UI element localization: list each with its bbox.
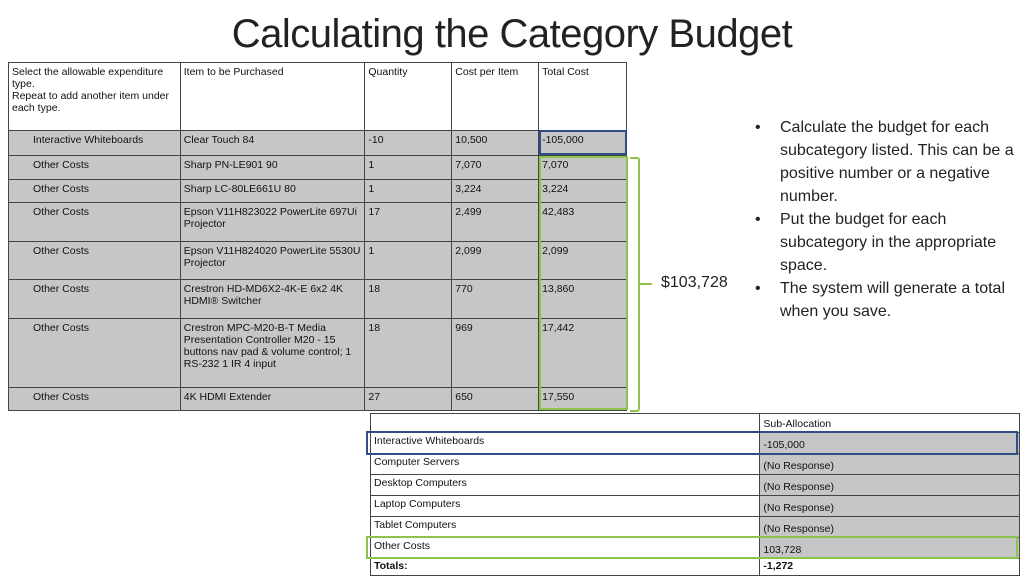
table-cell: Epson V11H823022 PowerLite 697Ui Projector (180, 203, 365, 242)
table-cell: 17,550 (539, 388, 627, 411)
table-cell: Other Costs (9, 319, 181, 388)
table-cell: Other Costs (9, 180, 181, 203)
table-row (371, 517, 1020, 538)
totals-label: Totals: (371, 559, 760, 576)
category-label: Desktop Computers (371, 475, 760, 496)
column-header: Cost per Item (452, 63, 539, 131)
table-cell: 18 (365, 280, 452, 319)
category-label: Laptop Computers (371, 496, 760, 517)
table-cell: 13,860 (539, 280, 627, 319)
totals-row (371, 559, 1020, 576)
table-row (9, 280, 627, 319)
category-label: Computer Servers (371, 454, 760, 475)
table-row (371, 454, 1020, 475)
bullet-item: • Put the budget for each subcategory in the appropriate space. (755, 208, 1015, 277)
table-cell: Clear Touch 84 (180, 131, 365, 156)
category-label: Other Costs (371, 538, 760, 559)
table-cell: -105,000 (539, 131, 627, 156)
table-cell: 7,070 (452, 156, 539, 180)
bullet-item: • Calculate the budget for each subcategory listed. This can be a positive number or a negative number. (755, 116, 1015, 208)
table-cell: 770 (452, 280, 539, 319)
table-row (9, 388, 627, 411)
sub-allocation-value: (No Response) (760, 475, 1020, 496)
table-cell: Crestron MPC-M20-B-T Media Presentation Controller M20 - 15 buttons nav pad & volume control; 1 RS-232 1 IR 4 input (180, 319, 365, 388)
table-cell: Other Costs (9, 388, 181, 411)
table-cell: Other Costs (9, 242, 181, 280)
table-cell: 3,224 (452, 180, 539, 203)
sub-allocation-value: -105,000 (760, 433, 1020, 454)
table-cell: 17,442 (539, 319, 627, 388)
table-cell: Sharp LC-80LE661U 80 (180, 180, 365, 203)
table-row (9, 242, 627, 280)
totals-value: -1,272 (760, 559, 1020, 576)
column-header: Quantity (365, 63, 452, 131)
table-header-row (371, 414, 1020, 433)
bracket (626, 150, 656, 420)
table-row (9, 203, 627, 242)
table-cell: Interactive Whiteboards (9, 131, 181, 156)
table-cell: 18 (365, 319, 452, 388)
table-cell: 1 (365, 156, 452, 180)
table-row (9, 131, 627, 156)
column-header: Total Cost (539, 63, 627, 131)
sub-allocation-value: (No Response) (760, 496, 1020, 517)
slide-title: Calculating the Category Budget (231, 12, 793, 56)
table-row (9, 156, 627, 180)
sub-allocation-value: (No Response) (760, 454, 1020, 475)
table-header-row (9, 63, 627, 131)
bullet-item: • The system will generate a total when you save. (755, 277, 1015, 323)
sub-allocation-value: 103,728 (760, 538, 1020, 559)
table-cell: 2,099 (539, 242, 627, 280)
table-cell: 27 (365, 388, 452, 411)
table-row (371, 475, 1020, 496)
table-cell: 3,224 (539, 180, 627, 203)
column-header: Select the allowable expenditure type. Repeat to add another item under each type. (9, 63, 181, 131)
table-row (9, 319, 627, 388)
allocation-table (370, 413, 1020, 576)
column-header: Item to be Purchased (180, 63, 365, 131)
table-cell: 2,499 (452, 203, 539, 242)
sub-allocation-value: (No Response) (760, 517, 1020, 538)
table-row (9, 180, 627, 203)
table-row (371, 538, 1020, 559)
table-cell: 969 (452, 319, 539, 388)
table-cell: 7,070 (539, 156, 627, 180)
table-cell: 10,500 (452, 131, 539, 156)
table-cell: Crestron HD-MD6X2-4K-E 6x2 4K HDMI® Switcher (180, 280, 365, 319)
table-row (371, 433, 1020, 454)
table-cell: Other Costs (9, 156, 181, 180)
table-cell: 42,483 (539, 203, 627, 242)
table-cell: 1 (365, 242, 452, 280)
table-cell: -10 (365, 131, 452, 156)
table-cell: 1 (365, 180, 452, 203)
table-cell: 650 (452, 388, 539, 411)
other-costs-sum: $103,728 (661, 274, 728, 291)
column-header (371, 414, 760, 433)
table-cell: 17 (365, 203, 452, 242)
table-cell: Other Costs (9, 203, 181, 242)
table-cell: Epson V11H824020 PowerLite 5530U Projector (180, 242, 365, 280)
table-cell: 4K HDMI Extender (180, 388, 365, 411)
category-label: Tablet Computers (371, 517, 760, 538)
category-label: Interactive Whiteboards (371, 433, 760, 454)
table-cell: Other Costs (9, 280, 181, 319)
table-row (371, 496, 1020, 517)
table-cell: 2,099 (452, 242, 539, 280)
table-cell: Sharp PN-LE901 90 (180, 156, 365, 180)
instructions-list (755, 116, 1015, 323)
column-header: Sub-Allocation (760, 414, 1020, 433)
items-table (8, 62, 627, 411)
